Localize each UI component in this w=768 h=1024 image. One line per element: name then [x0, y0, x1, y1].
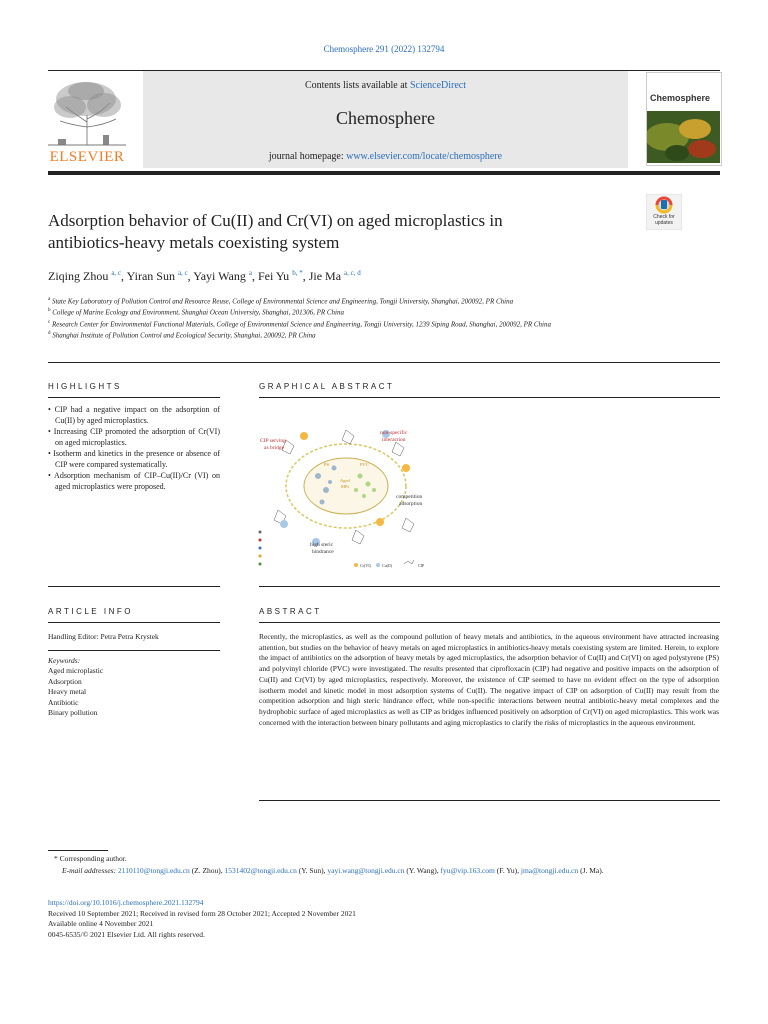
keyword-item: Heavy metal	[48, 687, 87, 696]
highlight-item: • Increasing CIP promoted the adsorption of Cr(VI) on aged microplastics.	[48, 427, 220, 447]
keyword-item: Antibiotic	[48, 697, 79, 707]
keywords-list	[48, 666, 103, 719]
keyword-item: Aged microplastic	[48, 666, 104, 675]
author-name: Jie Ma	[308, 269, 342, 283]
highlights-list	[48, 405, 220, 493]
email-link[interactable]: jma@tongji.edu.cn	[520, 866, 579, 875]
email-link[interactable]: 2110110@tongji.edu.cn	[117, 866, 190, 875]
author-name: Yiran Sun	[126, 269, 175, 283]
author-affiliation-marker[interactable]: b, *	[292, 269, 303, 277]
author-list	[48, 269, 361, 284]
graphical-abstract-bottom-rule	[259, 586, 720, 587]
header-bottom-rule	[48, 171, 720, 175]
ga-label-bridge: CIP serving	[260, 438, 286, 444]
highlights-bottom-rule	[48, 586, 220, 587]
title-line-2: antibiotics-heavy metals coexisting system	[48, 233, 340, 252]
highlight-item: • Isotherm and kinetics in the presence or absence of CIP were compared systematically.	[48, 449, 220, 469]
highlight-item: • CIP had a negative impact on the adsorption of Cu(II) by aged microplastics.	[48, 405, 220, 425]
affiliation-item	[48, 306, 648, 317]
author-name: Ziqing Zhou	[48, 269, 109, 283]
ga-label-mps: MPs	[341, 484, 350, 489]
keyword-item: Adsorption	[48, 676, 82, 686]
doi-link[interactable]: https://doi.org/10.1016/j.chemosphere.2021.132794	[48, 898, 204, 907]
cover-image	[647, 111, 720, 163]
email-owner: (Z. Zhou),	[189, 866, 225, 875]
affiliation-marker: a	[48, 297, 51, 302]
affiliation-text: State Key Laboratory of Pollution Control and Resource Reuse, College of Environmental Science and Engineering, Tongji University, Shanghai, 200092, PR China	[50, 297, 514, 306]
cover-title: Chemosphere	[650, 93, 711, 103]
email-link[interactable]: 1531402@tongji.edu.cn	[224, 866, 297, 875]
ga-legend-cip: CIP	[418, 563, 425, 568]
keywords-label: Keywords:	[48, 656, 81, 665]
ga-label-nonspecific: non-specific	[380, 430, 408, 436]
contents-line	[143, 80, 628, 91]
author-separator: ,	[251, 269, 258, 283]
author-separator: ,	[187, 269, 194, 283]
elsevier-wordmark: ELSEVIER	[49, 149, 125, 165]
journal-reference[interactable]: Chemosphere 291 (2022) 132794	[323, 44, 445, 54]
corresponding-author-note: * Corresponding author.	[54, 854, 127, 863]
received-dates: Received 10 September 2021; Received in revised form 28 October 2021; Accepted 2 November 2021	[48, 908, 356, 918]
author-separator: ,	[302, 269, 309, 283]
sciencedirect-link[interactable]: ScienceDirect	[409, 80, 467, 91]
affiliation-item	[48, 295, 648, 306]
ga-label-aged: Aged	[340, 478, 350, 483]
handling-editor: Handling Editor: Petra Petra Krystek	[48, 632, 159, 641]
author-affiliation-marker[interactable]: a, c, d	[344, 269, 361, 277]
ga-label-steric: high steric	[310, 542, 334, 548]
journal-name: Chemosphere	[336, 108, 435, 128]
abstract-heading: ABSTRACT	[259, 607, 322, 616]
email-owner: (F. Yu),	[494, 866, 521, 875]
affiliation-marker: d	[48, 330, 51, 336]
ga-label-competition: competition	[396, 494, 423, 500]
copyright: 0045-6535/© 2021 Elsevier Ltd. All rights reserved.	[48, 929, 205, 939]
abstract-bottom-rule	[259, 800, 720, 801]
check-for-updates-label: Check for updates	[653, 214, 675, 226]
graphical-abstract-heading: GRAPHICAL ABSTRACT	[259, 382, 395, 391]
ga-legend-cu: Cu(II)	[382, 563, 392, 568]
email-link[interactable]: fyu@vip.163.com	[440, 866, 495, 875]
email-owner: (J. Ma).	[578, 866, 604, 875]
abstract-rule	[259, 622, 720, 623]
article-info-rule	[48, 622, 220, 623]
title-line-1: Adsorption behavior of Cu(II) and Cr(VI) on aged microplastics in	[48, 211, 503, 230]
affiliation-marker: c	[48, 319, 51, 325]
affiliation-list	[48, 295, 648, 340]
section-divider	[48, 362, 720, 363]
ga-label-competition2: adsorption	[399, 501, 423, 507]
highlights-rule	[48, 397, 220, 398]
email-owner: (Y. Wang),	[404, 866, 441, 875]
ga-label-steric2: hindrance	[312, 549, 334, 555]
author-separator: ,	[121, 269, 127, 283]
available-online: Available online 4 November 2021	[48, 919, 154, 928]
email-addresses	[48, 865, 720, 877]
highlights-heading: HIGHLIGHTS	[48, 382, 122, 391]
ga-label-bridge2: as bridge	[264, 445, 285, 451]
affiliation-item	[48, 318, 648, 329]
affiliation-item	[48, 329, 648, 340]
ga-label-ps: PS	[324, 462, 330, 467]
article-title	[48, 210, 608, 254]
email-owner: (Y. Sun),	[296, 866, 328, 875]
graphical-abstract-rule	[259, 397, 720, 398]
graphical-abstract-figure	[256, 420, 436, 570]
author-affiliation-marker[interactable]: a	[248, 269, 252, 277]
homepage-link[interactable]: www.elsevier.com/locate/chemosphere	[346, 151, 503, 162]
affiliation-marker: b	[48, 308, 51, 314]
author-affiliation-marker[interactable]: a, c	[111, 269, 122, 277]
keyword-item: Binary pollution	[48, 708, 98, 717]
email-label: E-mail addresses:	[62, 866, 117, 875]
affiliation-text: Shanghai Institute of Pollution Control and Ecological Security, Shanghai, 200092, PR China	[50, 331, 316, 340]
abstract-text: Recently, the microplastics, as well as the compound pollution of heavy metals and antibiotics, in the aqueous environment have attracted increasing attention, but studies on the behavior of heavy metals on aged microplastics in antibiotics-heavy metals coexisting system are limited. Herein, to explore the impact of antibiotics on the adsorption of heavy metals by aged microplastics, the adsorption behavior of Cu(II) and Cr(VI) on aged polystyrene (PS) and polyvinyl chloride (PVC) were investigated. The results presented that ciprofloxacin (CIP) had negative and positive impacts on the adsorption of Cu(II) and Cr(VI) by aged microplastics, respectively. Moreover, the existence of CIP seemed to have no evident effect on the type of adsorption isotherm model and kinetic model in most adsorption systems of Cu(II). The negative impact of CIP on adsorption of Cu(II) may result from the competition adsorption and high steric hindrance effect, while non-specific interactions between neutral antibiotic-heavy metal complexes and the hydrophobic surface of aged microplastics as well as CIP as bridges influenced positively on adsorption of Cr(VI) on aged microplastics. This work was concerned with the interaction between binary pollutants and aging microplastics to clarify the risks of microplastics in the aqueous environment.	[259, 632, 719, 727]
author-affiliation-marker[interactable]: a, c	[177, 269, 188, 277]
author-name: Fei Yu	[257, 269, 290, 283]
ga-label-nonspecific2: interaction	[382, 437, 406, 443]
publication-info	[48, 898, 356, 940]
ga-label-pvc: PVC	[360, 462, 369, 467]
ga-legend-cr: Cr(VI)	[360, 563, 371, 568]
homepage-line	[143, 151, 628, 162]
affiliation-text: College of Marine Ecology and Environment, Shanghai Ocean University, Shanghai, 201306, PR China	[50, 308, 345, 317]
contents-prefix: Contents lists available at	[304, 80, 410, 91]
footnote-rule	[48, 850, 108, 851]
highlight-item: • Adsorption mechanism of CIP–Cu(II)/Cr (VI) on aged microplastics were proposed.	[48, 471, 220, 491]
affiliation-text: Research Center for Environmental Functional Materials, College of Environmental Science and Engineering, Tongji University, 1239 Siping Road, Shanghai, 200092, PR China	[50, 319, 551, 328]
keywords-rule	[48, 650, 220, 651]
author-name: Yayi Wang	[193, 269, 246, 283]
article-info-heading: ARTICLE INFO	[48, 607, 133, 616]
homepage-prefix: journal homepage:	[268, 151, 347, 162]
email-link[interactable]: yayi.wang@tongji.edu.cn	[327, 866, 405, 875]
footnotes	[48, 853, 720, 877]
